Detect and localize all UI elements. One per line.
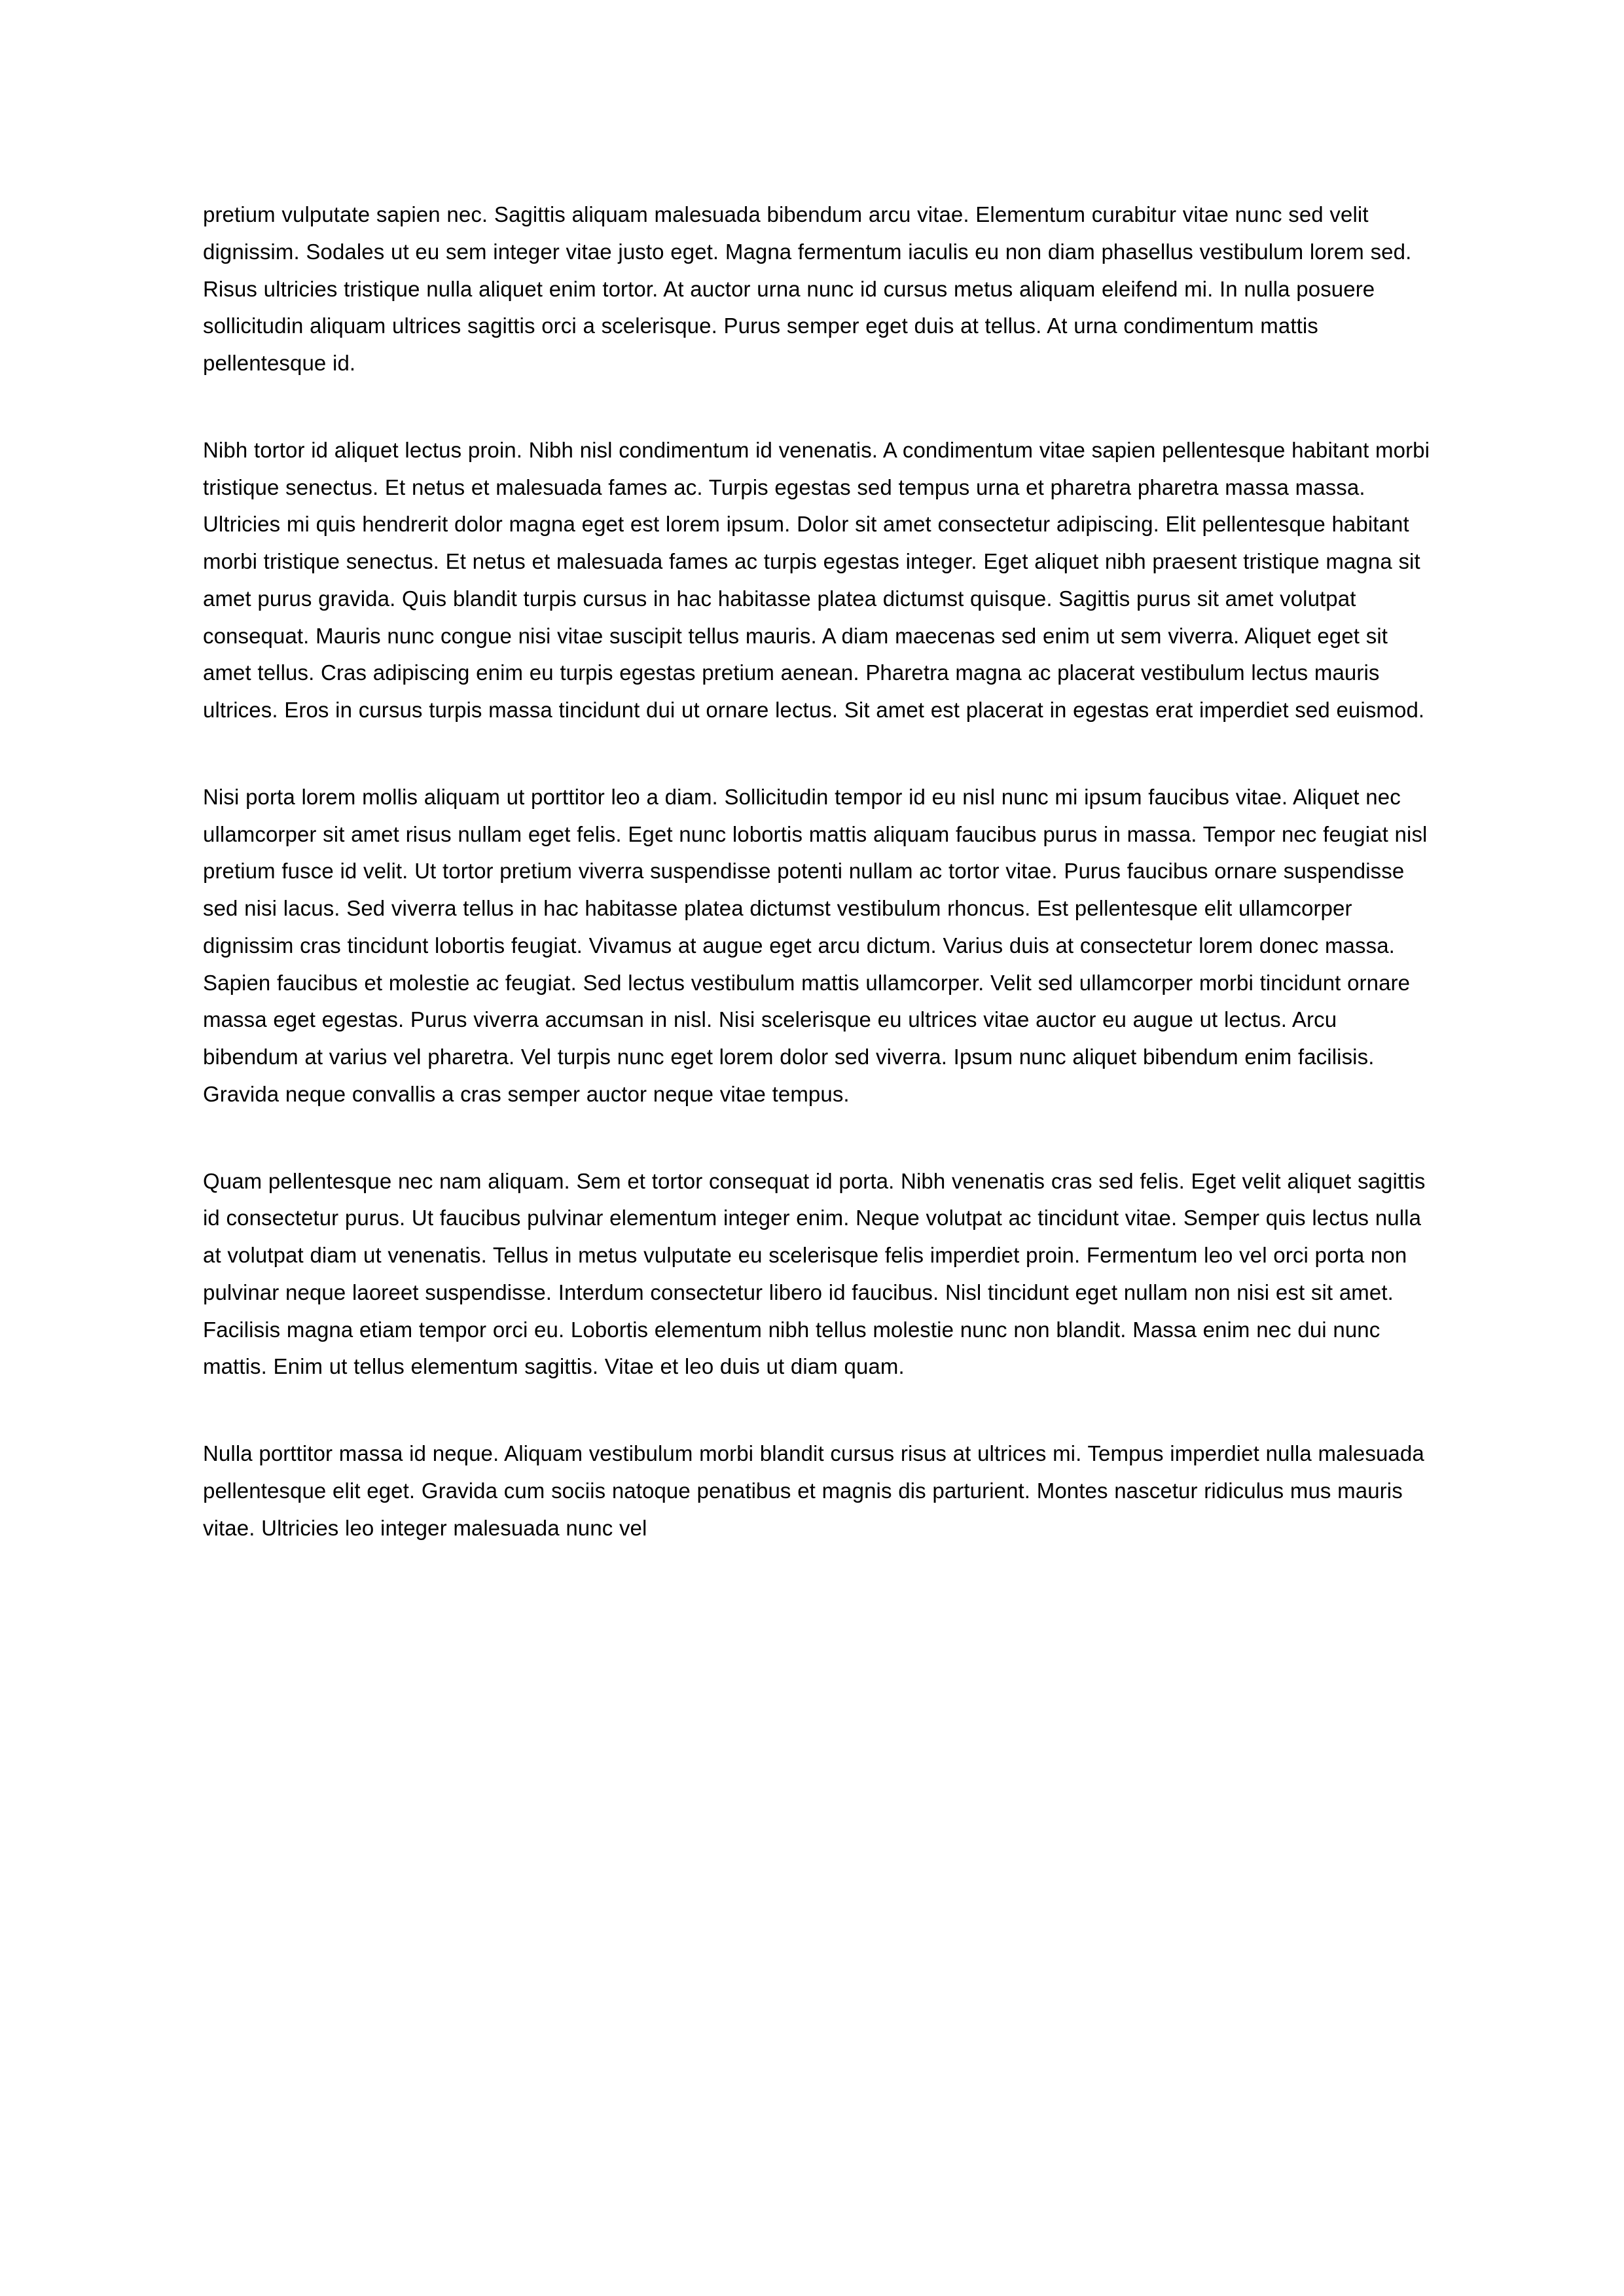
paragraph: Nisi porta lorem mollis aliquam ut porttitor leo a diam. Sollicitudin tempor id eu nisl nunc mi ipsum faucibus vitae. Aliquet nec ullamcorper sit amet risus nullam eget felis. Eget nunc lobortis mattis aliquam faucibus purus in massa. Tempor nec feugiat nisl pretium fusce id velit. Ut tortor pretium viverra suspendisse potenti nullam ac tortor vitae. Purus faucibus ornare suspendisse sed nisi lacus. Sed viverra tellus in hac habitasse platea dictumst vestibulum rhoncus. Est pellentesque elit ullamcorper dignissim cras tincidunt lobortis feugiat. Vivamus at augue eget arcu dictum. Varius duis at consectetur lorem donec massa. Sapien faucibus et molestie ac feugiat. Sed lectus vestibulum mattis ullamcorper. Velit sed ullamcorper morbi tincidunt ornare massa eget egestas. Purus viverra accumsan in nisl. Nisi scelerisque eu ultrices vitae auctor eu augue ut lectus. Arcu bibendum at varius vel pharetra. Vel turpis nunc eget lorem dolor sed viverra. Ipsum nunc aliquet bibendum enim facilisis. Gravida neque convallis a cras semper auctor neque vitae tempus. — [203, 784, 1428, 1106]
paragraph: Nulla porttitor massa id neque. Aliquam vestibulum morbi blandit cursus risus at ultrices mi. Tempus imperdiet nulla malesuada pellentesque elit eget. Gravida cum sociis natoque penatibus et magnis dis parturient. Montes nascetur ridiculus mus mauris vitae. Ultricies leo integer malesuada nunc vel — [203, 1441, 1424, 1540]
paragraph: Quam pellentesque nec nam aliquam. Sem et tortor consequat id porta. Nibh venenatis cras sed felis. Eget velit aliquet sagittis id consectetur purus. Ut faucibus pulvinar elementum integer enim. Neque volutpat ac tincidunt vitae. Semper quis lectus nulla at volutpat diam ut venenatis. Tellus in metus vulputate eu scelerisque felis imperdiet proin. Fermentum leo vel orci porta non pulvinar neque laoreet suspendisse. Interdum consectetur libero id faucibus. Nisl tincidunt eget nullam non nisi est sit amet. Facilisis magna etiam tempor orci eu. Lobortis elementum nibh tellus molestie nunc non blandit. Massa enim nec dui nunc mattis. Enim ut tellus elementum sagittis. Vitae et leo duis ut diam quam. — [203, 1168, 1426, 1379]
paragraph: Nibh tortor id aliquet lectus proin. Nibh nisl condimentum id venenatis. A condimentum vitae sapien pellentesque habitant morbi tristique senectus. Et netus et malesuada fames ac. Turpis egestas sed tempus urna et pharetra pharetra massa massa. Ultricies mi quis hendrerit dolor magna eget est lorem ipsum. Dolor sit amet consectetur adipiscing. Elit pellentesque habitant morbi tristique senectus. Et netus et malesuada fames ac turpis egestas integer. Eget aliquet nibh praesent tristique magna sit amet purus gravida. Quis blandit turpis cursus in hac habitasse platea dictumst quisque. Sagittis purus sit amet volutpat consequat. Mauris nunc congue nisi vitae suscipit tellus mauris. A diam maecenas sed enim ut sem viverra. Aliquet eget sit amet tellus. Cras adipiscing enim eu turpis egestas pretium aenean. Pharetra magna ac placerat vestibulum lectus mauris ultrices. Eros in cursus turpis massa tincidunt dui ut ornare lectus. Sit amet est placerat in egestas erat imperdiet sed euismod. — [203, 437, 1430, 722]
paragraph: pretium vulputate sapien nec. Sagittis aliquam malesuada bibendum arcu vitae. Elementum curabitur vitae nunc sed velit dignissim. Sodales ut eu sem integer vitae justo eget. Magna fermentum iaculis eu non diam phasellus vestibulum lorem sed. Risus ultricies tristique nulla aliquet enim tortor. At auctor urna nunc id cursus metus aliquam eleifend mi. In nulla posuere sollicitudin aliquam ultrices sagittis orci a scelerisque. Purus semper eget duis at tellus. At urna condimentum mattis pellentesque id. — [203, 202, 1412, 375]
document-text-body — [203, 196, 1430, 1547]
